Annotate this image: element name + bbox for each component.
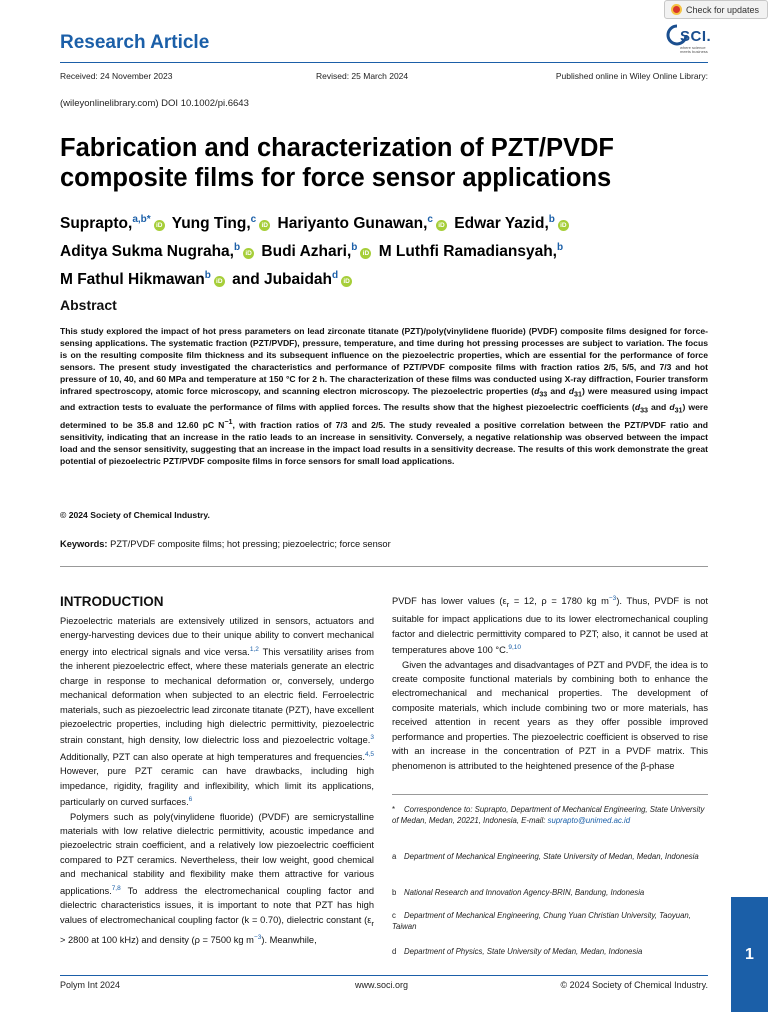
- citation-link[interactable]: 7,8: [111, 884, 121, 892]
- citation-link[interactable]: 4,5: [364, 750, 374, 758]
- author-affiliation: b: [556, 242, 564, 254]
- author-name[interactable]: Suprapto,: [60, 215, 133, 233]
- paragraph: Piezoelectric materials are extensively utilized in sensors, actuators and energy-harvesting devices due to their unique ability to convert mechanical energy into electrical signals and vice versa.$^{1,2}$ This versatility arises from the inherent piezoelectric effect, where these materials generate an electric charge in response to mechanical deformation or, conversely, undergo mechanical deformation when subjected to an electric field. Ferroelectric materials, such as piezoelectric lead zirconate titanate (PZT), have excellent piezoelectric properties, including high dielectric permittivity, piezoelectric strain constant, high density, low dielectric loss and piezoelectric voltage.$^3$ Additionally, PZT can also operate at high temperatures and frequencies.$^{4,5}$ However, pure PZT ceramic can have drawbacks, including high impedance, rigidity, fragility and inflexibility, which limit its applications, particularly on curved surfaces.$^6$: [60, 616, 374, 808]
- published-online: Published online in Wiley Online Library:: [555, 71, 708, 81]
- keywords-text: PZT/PVDF composite films; hot pressing; piezoelectric; force sensor: [107, 539, 391, 549]
- author-name[interactable]: Budi Azhari,: [261, 243, 352, 261]
- author-name[interactable]: M Fathul Hikmawan: [60, 271, 205, 289]
- orcid-icon[interactable]: iD: [558, 220, 569, 231]
- introduction-heading: INTRODUCTION: [60, 594, 164, 609]
- citation-link[interactable]: 3: [370, 734, 374, 742]
- received-date: Received: 24 November 2023: [60, 71, 173, 81]
- revised-date: Revised: 25 March 2024: [316, 71, 409, 81]
- author-affiliation: b: [204, 270, 211, 282]
- affiliation-c: c Department of Mechanical Engineering, Chung Yuan Christian University, Taoyuan, Taiwan: [392, 911, 691, 931]
- paragraph: Polymers such as poly(vinylidene fluoride) (PVDF) are semicrystalline materials with low relative dielectric permittivity, acoustic impedance and piezoelectric strain coefficient, and a relatively low piezoelectric coefficient compared to PZT ceramics. Nevertheless, their low weight, good chemical and mechanical stability and flexibility make them attractive for various applications.$^{7,8}$ To address the electromechanical coupling factor and dielectric characteristics issues, it is important to note that PZT has high values of electromechanical coupling factor (k = 0.70), dielectric constant ($\varepsilon_r > 2800$ at 100 kHz) and density (ρ = 7500 kg $m^{-3}$). Meanwhile,: [60, 811, 374, 945]
- article-type-label: Research Article: [60, 32, 210, 53]
- section-divider: [60, 566, 708, 567]
- check-for-updates-button[interactable]: [664, 0, 768, 19]
- orcid-icon[interactable]: iD: [259, 220, 270, 231]
- author-affiliation: b: [234, 242, 241, 254]
- orcid-icon[interactable]: iD: [360, 248, 371, 259]
- crossmark-icon: [671, 4, 682, 15]
- check-for-updates-label: Check for updates: [686, 4, 760, 15]
- sci-logo: [666, 22, 710, 58]
- footer-divider: [60, 975, 708, 976]
- author-name[interactable]: Aditya Sukma Nugraha,: [60, 243, 234, 261]
- doi: (wileyonlinelibrary.com) DOI 10.1002/pi.6643: [60, 98, 249, 109]
- author-name[interactable]: Hariyanto Gunawan,: [277, 215, 428, 233]
- abstract-copyright: © 2024 Society of Chemical Industry.: [60, 510, 210, 520]
- author-name[interactable]: and Jubaidah: [232, 271, 333, 289]
- author-name[interactable]: Edwar Yazid,: [454, 215, 549, 233]
- abstract-body: This study explored the impact of hot press parameters on lead zirconate titanate (PZT)/poly(vinylidene fluoride) (PVDF) composite films designed for force-sensing applications. The systematic fraction (PZT/PVDF), pressure, temperature, and time during hot pressing processes are subject to variation. The focus is on the resulting composite film thickness and its subsequent influence on the piezoelectric properties, which are essential for the performance of force sensors. The present study investigated the characteristics and performance of PZT/PVDF composite films with fraction ratios 2/5, 5/5, and 7/3 and hot pressure of 10, 40, and 60 MPa and temperature at 150 °C for 2 h. The characterization of these films was conducted using X-ray diffraction, Fourier transform infrared spectroscopy, atomic force microscopy, and scanning electron microscopy. The piezoelectric properties ($d_{33}$ and $d_{31}$) were measured using impact and extraction tests to evaluate the performance of films with applied forces. The results show that the highest piezoelectric coefficients ($d_{33}$ and $d_{31}$) were determined to be 35.8 and 12.60 pC $N^{-1}$, with fraction ratios of 7/3 and 2/5. The study revealed a positive correlation between the PZT/PVDF ratio and sensitivity, indicating that an increase in the ratio leads to an increase in sensitivity. Conversely, a negative relationship was observed between the impact load and the sensor sensitivity, suggesting that an increase in the impact load results in a sensitivity decrease. The results of this work demonstrate the great potential of piezoelectric PZT/PVDF composite films in force sensors for small load applications.: [60, 326, 708, 467]
- site-link[interactable]: www.soci.org: [355, 980, 409, 990]
- article-title: Fabrication and characterization of PZT/PVDF composite films for force sensor applications: [60, 134, 615, 192]
- author-affiliation: b: [548, 214, 555, 225]
- author-affiliation: b: [351, 242, 358, 254]
- affiliation-d: d Department of Physics, State University of Medan, Medan, Indonesia: [392, 947, 643, 956]
- left-column-text: [60, 614, 374, 947]
- keywords: [60, 539, 391, 549]
- orcid-icon[interactable]: iD: [436, 220, 447, 231]
- author-name[interactable]: M Luthfi Ramadiansyah,: [378, 243, 557, 261]
- author-affiliation: c: [427, 214, 433, 225]
- orcid-icon[interactable]: iD: [243, 248, 254, 259]
- email-link[interactable]: suprapto@unimed.ac.id: [547, 816, 631, 825]
- keywords-label: Keywords:: [60, 539, 108, 549]
- orcid-icon[interactable]: iD: [341, 276, 352, 287]
- author-affiliation: a,b*: [132, 214, 151, 225]
- abstract-heading: Abstract: [60, 297, 117, 313]
- header-divider: [60, 62, 708, 63]
- sci-logo-tagline: where science meets business: [680, 45, 708, 54]
- citation-link[interactable]: 1,2: [249, 645, 259, 653]
- footnote-divider: [392, 794, 708, 795]
- author-affiliation: c: [250, 214, 257, 225]
- orcid-icon[interactable]: iD: [154, 220, 165, 231]
- sci-logo-text: SCI.: [680, 28, 712, 45]
- correspondence-note: * Correspondence to: Suprapto, Department of Mechanical Engineering, State University of Medan, Medan, 20221, Indonesia, E-mail: suprapto@unimed.ac.id: [392, 805, 705, 825]
- footer-copyright: © 2024 Society of Chemical Industry.: [560, 980, 708, 990]
- author-affiliation: d: [332, 270, 339, 282]
- paragraph: PVDF has lower values ($\varepsilon_r = 12$, ρ = 1780 kg $m^{-3}$). Thus, PVDF is not suitable for impact applications due to its lower electromechanical coupling factor and dielectric permittivity compared to PZT; also, it cannot be used at temperatures above 100 °C.$^{9,10}$: [392, 595, 708, 656]
- author-name[interactable]: Yung Ting,: [171, 215, 251, 233]
- citation-link[interactable]: 6: [188, 796, 193, 804]
- orcid-icon[interactable]: iD: [214, 276, 225, 287]
- page-number: 1: [731, 897, 768, 1012]
- citation-link[interactable]: 9,10: [508, 644, 522, 652]
- affiliation-a: a Department of Mechanical Engineering, State University of Medan, Medan, Indonesia: [392, 852, 699, 861]
- paragraph: Given the advantages and disadvantages of PZT and PVDF, the idea is to create composite functional materials by combining both to enhance the electromechanical and mechanical properties. The development of composite materials, which include combining two or more materials, has received attention in recent years as they offer possible improved performance and properties. The piezoelectric coefficient is observed to rise with an increase in the concentration of PZT in a PVDF matrix. This phenomenon is attributed to the heightened presence of the β-phase: [392, 659, 708, 771]
- right-column-text: [392, 592, 708, 773]
- journal-issue: Polym Int 2024: [60, 980, 121, 990]
- author-list: [60, 208, 708, 292]
- affiliation-b: b National Research and Innovation Agency-BRIN, Bandung, Indonesia: [392, 888, 645, 897]
